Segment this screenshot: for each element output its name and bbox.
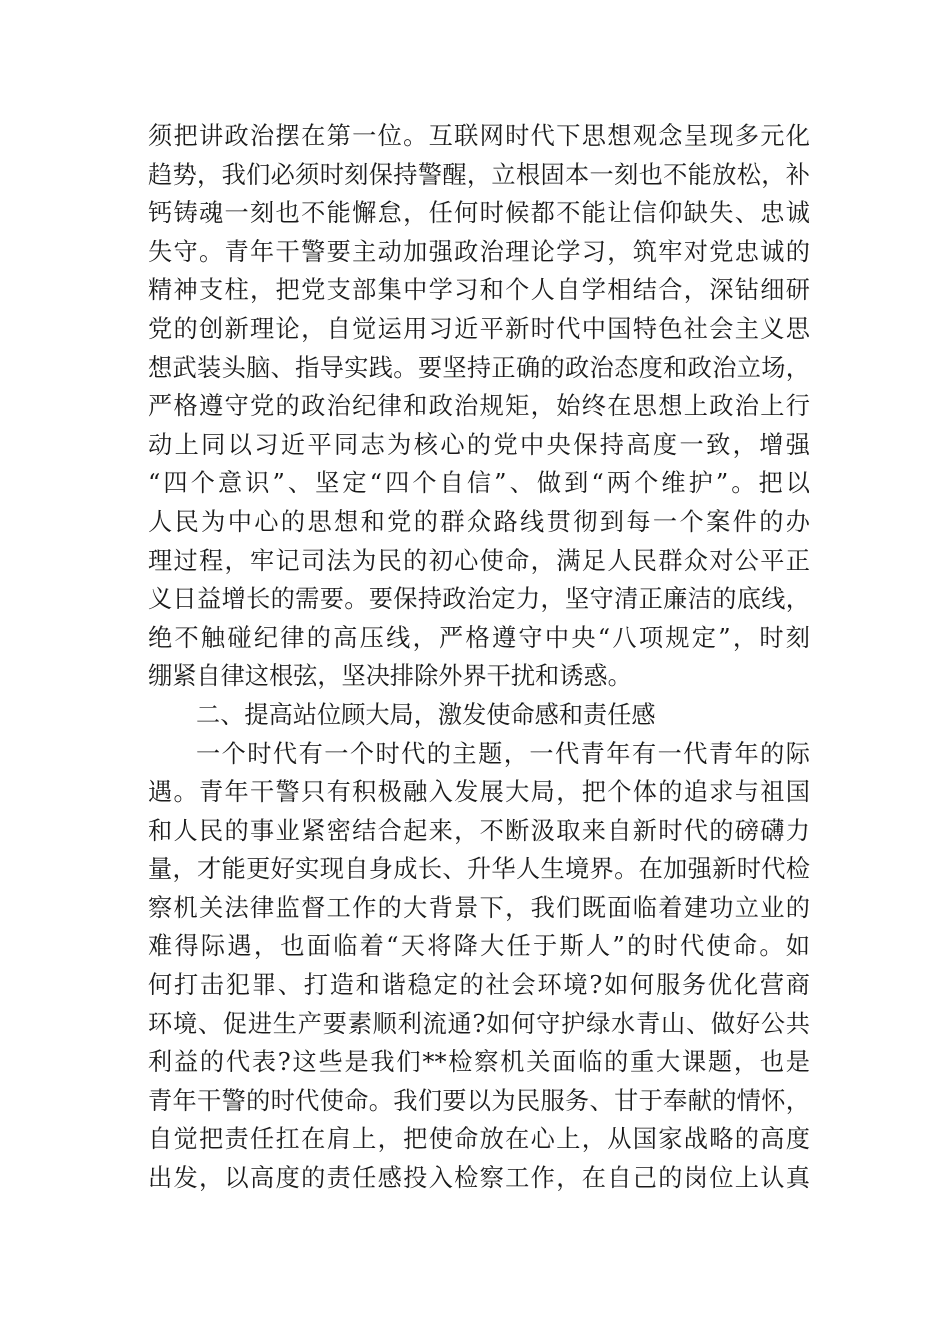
body-text <box>148 117 810 1198</box>
text-line: 失守。青年干警要主动加强政治理论学习，筑牢对党忠诚的 <box>148 237 810 266</box>
text-line: 自觉把责任扛在肩上，把使命放在心上，从国家战略的高度 <box>148 1125 810 1154</box>
text-line: 何打击犯罪、打造和谐稳定的社会环境?如何服务优化营商 <box>148 971 810 1000</box>
text-line: 遇。青年干警只有积极融入发展大局，把个体的追求与祖国 <box>148 778 810 807</box>
text-line: 利益的代表?这些是我们**检察机关面临的重大课题，也是 <box>148 1048 810 1077</box>
text-line: 人民为中心的思想和党的群众路线贯彻到每一个案件的办 <box>148 507 810 536</box>
text-line: 理过程，牢记司法为民的初心使命，满足人民群众对公平正 <box>148 546 810 575</box>
text-line: 环境、促进生产要素顺利流通?如何守护绿水青山、做好公共 <box>148 1009 810 1038</box>
text-line: 义日益增长的需要。要保持政治定力，坚守清正廉洁的底线， <box>148 585 810 614</box>
text-line: 党的创新理论，自觉运用习近平新时代中国特色社会主义思 <box>148 314 810 343</box>
text-line: 出发，以高度的责任感投入检察工作，在自己的岗位上认真 <box>148 1164 810 1193</box>
text-line: 和人民的事业紧密结合起来，不断汲取来自新时代的磅礴力 <box>148 816 810 845</box>
text-line: 趋势，我们必须时刻保持警醒，立根固本一刻也不能放松，补 <box>148 160 810 189</box>
text-line: 严格遵守党的政治纪律和政治规矩，始终在思想上政治上行 <box>148 392 810 421</box>
text-line: 绝不触碰纪律的高压线，严格遵守中央“八项规定”，时刻 <box>148 623 810 652</box>
text-line: 精神支柱，把党支部集中学习和个人自学相结合，深钻细研 <box>148 276 810 305</box>
text-line: 绷紧自律这根弦，坚决排除外界干扰和诱惑。 <box>148 662 632 691</box>
text-line: 青年干警的时代使命。我们要以为民服务、甘于奉献的情怀， <box>148 1086 810 1115</box>
text-line: 量，才能更好实现自身成长、升华人生境界。在加强新时代检 <box>148 855 810 884</box>
text-line: 动上同以习近平同志为核心的党中央保持高度一致，增强 <box>148 430 810 459</box>
text-line: 察机关法律监督工作的大背景下，我们既面临着建功立业的 <box>148 893 810 922</box>
text-line: 想武装头脑、指导实践。要坚持正确的政治态度和政治立场， <box>148 353 810 382</box>
text-line: 钙铸魂一刻也不能懈怠，任何时候都不能让信仰缺失、忠诚 <box>148 199 810 228</box>
text-line: “四个意识”、坚定“四个自信”、做到“两个维护”。把以 <box>148 469 810 498</box>
text-line: 一个时代有一个时代的主题，一代青年有一代青年的际 <box>196 739 810 768</box>
text-line: 难得际遇，也面临着“天将降大任于斯人”的时代使命。如 <box>148 932 810 961</box>
section-heading: 二、提高站位顾大局，激发使命感和责任感 <box>196 700 656 729</box>
text-line: 须把讲政治摆在第一位。互联网时代下思想观念呈现多元化 <box>148 122 810 150</box>
